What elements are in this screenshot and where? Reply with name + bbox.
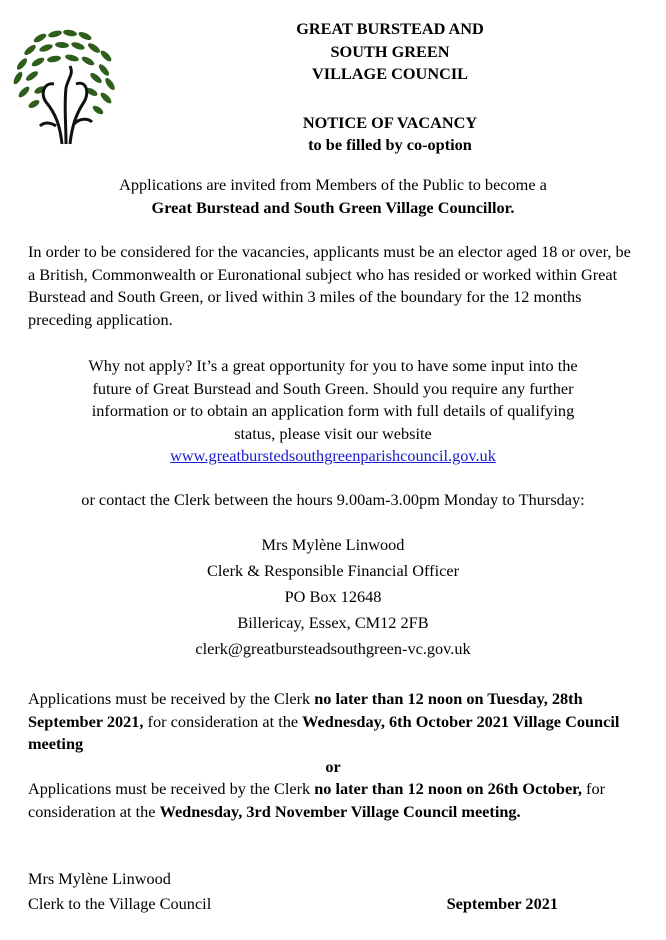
- deadline1-meeting: Wednesday, 6th October 2021 Village Council meeting: [28, 711, 620, 753]
- why-line-1: Why not apply? It’s a great opportunity for you to have some input into the: [88, 356, 578, 375]
- council-tree-logo: [10, 26, 120, 146]
- council-name-line-2: SOUTH GREEN: [330, 41, 450, 61]
- eligibility-paragraph: In order to be considered for the vacancies, applicants must be an elector aged 18 or over, be a British, Commonwealth or Euronational subject who has resided or worked within Great Burstead and South Green, or lived within 3 miles of the boundary for the 12 months preceding application.: [28, 242, 631, 329]
- deadline-paragraph-1: [28, 688, 628, 756]
- signature-title: Clerk to the Village Council: [28, 894, 212, 913]
- why-apply-paragraph: [28, 355, 638, 468]
- contact-address: Billericay, Essex, CM12 2FB: [237, 613, 429, 632]
- why-line-3: information or to obtain an application form with full details of qualifying: [91, 401, 575, 420]
- deadline2-text-c: for consideration at the: [28, 779, 606, 821]
- deadline2-meeting: Wednesday, 3rd November Village Council meeting.: [159, 801, 521, 821]
- contact-details: [28, 532, 638, 662]
- deadline1-text-c: for consideration at the: [143, 711, 303, 731]
- intro-role: Great Burstead and South Green Village Councillor.: [151, 197, 515, 217]
- intro-line-1: Applications are invited from Members of the Public to become a: [119, 175, 547, 194]
- contact-hours-line: or contact the Clerk between the hours 9.00am-3.00pm Monday to Thursday:: [81, 490, 585, 509]
- intro-line-2: [28, 197, 638, 220]
- notice-subtitle: to be filled by co-option: [308, 135, 472, 154]
- why-line-4: status, please visit our website: [234, 423, 432, 443]
- deadline-paragraph-2: [28, 778, 628, 823]
- notice-title: NOTICE OF VACANCY: [302, 112, 478, 132]
- notice-header: [230, 18, 550, 157]
- council-name-line-3: VILLAGE COUNCIL: [311, 64, 469, 83]
- contact-email: clerk@greatbursteadsouthgreen-vc.gov.uk: [195, 639, 471, 658]
- why-line-2: future of Great Burstead and South Green. Should you require any further: [92, 378, 574, 398]
- deadline2-date: no later than 12 noon on 26th October,: [314, 779, 582, 798]
- deadline1-date: no later than 12 noon on Tuesday, 28th September 2021,: [28, 689, 583, 731]
- or-separator: or: [325, 757, 341, 776]
- contact-name: Mrs Mylène Linwood: [261, 535, 405, 554]
- council-name-line-1: GREAT BURSTEAD AND: [296, 19, 484, 38]
- signature-date: September 2021: [446, 894, 558, 913]
- deadline2-text-a: Applications must be received by the Clerk: [28, 779, 315, 798]
- contact-role: Clerk & Responsible Financial Officer: [206, 561, 459, 580]
- intro-paragraph: [28, 174, 638, 219]
- contact-po-box: PO Box 12648: [284, 587, 382, 606]
- deadline1-text-a: Applications must be received by the Clerk: [28, 689, 315, 708]
- signature-name: Mrs Mylène Linwood: [28, 869, 171, 888]
- signature-row: [28, 894, 558, 914]
- website-link[interactable]: www.greatburstedsouthgreenparishcouncil.gov.uk: [170, 446, 496, 465]
